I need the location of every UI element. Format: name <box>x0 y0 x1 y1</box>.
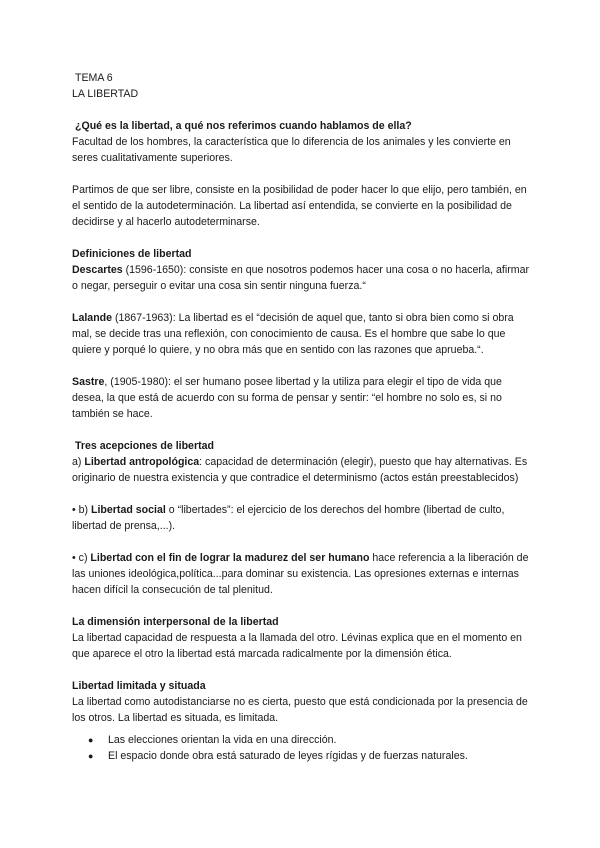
acepcion-a-text: : capacidad de determinación (elegir), puesto que hay alternativas. Es originario de nuestra existencia y que contradice el determinismo (actos están preestablecidos) <box>72 456 528 484</box>
acepcion-c <box>72 550 532 598</box>
acepcion-b-prefix: • b) <box>72 504 92 516</box>
sastre-text: , (1905-1980): el ser humano posee libertad y la utiliza para elegir el tipo de vida que desea, la que está de acuerdo con su forma de pensar y sentir: “el hombre no solo es, si no también se hace. <box>72 376 502 420</box>
acepcion-a <box>72 454 532 486</box>
descartes-name: Descartes <box>72 264 123 276</box>
interpersonal-heading: La dimensión interpersonal de la libertad <box>72 616 279 628</box>
list-item: ● Las elecciones orientan la vida en una dirección. <box>108 732 532 748</box>
limitada-bullet-list <box>72 732 532 764</box>
sastre-name: Sastre <box>72 376 105 388</box>
document-title: LA LIBERTAD <box>72 88 139 100</box>
descartes-definition <box>72 262 532 294</box>
lalande-name: Lalande <box>72 312 113 324</box>
acepcion-b-text: o “libertades”: el ejercicio de los derechos del hombre (libertad de culto, libertad de prensa,...). <box>72 504 505 532</box>
interpersonal-text: La libertad capacidad de respuesta a la llamada del otro. Lévinas explica que en el momento en que aparece el otro la libertad está marcada radicalmente por la dimensión ética. <box>72 632 522 660</box>
limitada-heading: Libertad limitada y situada <box>72 680 206 692</box>
tema-label: TEMA 6 <box>75 72 113 84</box>
acepcion-c-text: hace referencia a la liberación de las uniones ideológica,política...para dominar su existencia. Las opresiones externas e internas hacen difícil la consecución de tal plenitud. <box>72 552 529 596</box>
acepcion-a-title: Libertad antropológica <box>84 456 200 468</box>
acepcion-c-title: Libertad con el fin de lograr la madurez del ser humano <box>90 552 370 564</box>
acepcion-c-prefix: • c) <box>72 552 91 564</box>
lalande-text: (1867-1963): La libertad es el “decisión de aquel que, tanto si obra bien como si obra mal, se decide tras una reflexión, con conocimiento de causa. Es el hombre que sabe lo que quiere y porqué lo quiere, y no obra más que en sentido con las razones que aprueba.“. <box>72 312 514 356</box>
intro-answer: Facultad de los hombres, la característica que lo diferencia de los animales y les convierte en seres cualitativamente superiores. <box>72 136 511 164</box>
document-page <box>72 70 532 764</box>
definiciones-heading: Definiciones de libertad <box>72 248 192 260</box>
acepcion-a-prefix: a) <box>72 456 85 468</box>
intro-question: ¿Qué es la libertad, a qué nos referimos cuando hablamos de ella? <box>75 120 412 132</box>
acepcion-b-title: Libertad social <box>91 504 166 516</box>
lalande-definition <box>72 310 532 358</box>
acepciones-heading: Tres acepciones de libertad <box>75 440 214 452</box>
list-item: ● El espacio donde obra está saturado de leyes rígidas y de fuerzas naturales. <box>108 748 532 764</box>
sastre-definition <box>72 374 532 422</box>
descartes-text: (1596-1650): consiste en que nosotros podemos hacer una cosa o no hacerla, afirmar o negar, perseguir o evitar una cosa sin sentir ninguna fuerza.“ <box>72 264 529 292</box>
limitada-text: La libertad como autodistanciarse no es cierta, puesto que está condicionada por la presencia de los otros. La libertad es situada, es limitada. <box>72 696 528 724</box>
intro-paragraph: Partimos de que ser libre, consiste en la posibilidad de poder hacer lo que elijo, pero también, en el sentido de la autodeterminación. La libertad así entendida, se convierte en la posibilidad de decidirse y al hacerlo autodeterminarse. <box>72 184 527 228</box>
acepcion-b <box>72 502 532 534</box>
